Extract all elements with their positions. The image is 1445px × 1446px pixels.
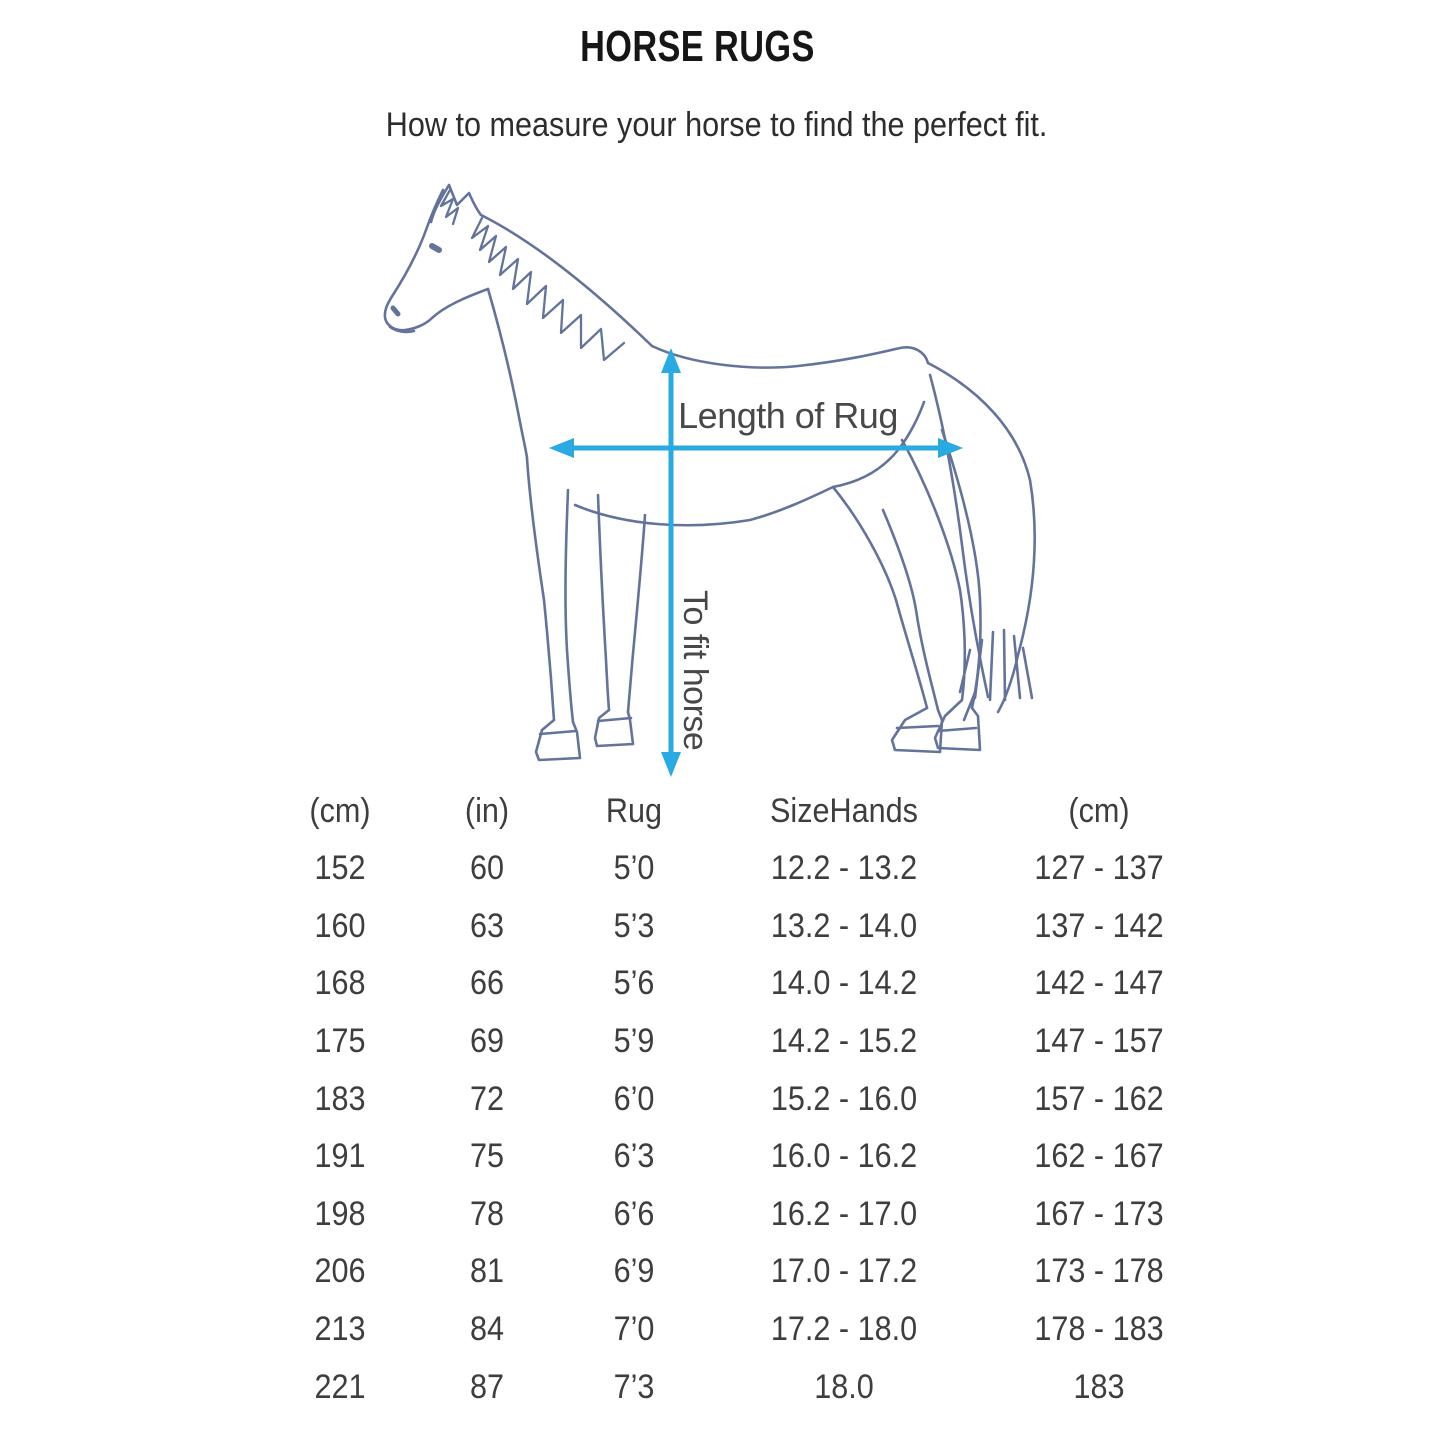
table-cell: 6’3 — [613, 1137, 655, 1176]
table-cell: 14.0 - 14.2 — [770, 964, 918, 1003]
horse-chest — [488, 289, 527, 458]
arrowhead-bottom — [661, 752, 681, 777]
horse-diagram-svg — [330, 160, 1110, 800]
table-row — [255, 898, 1235, 956]
horse-belly — [575, 487, 833, 525]
horse-front-hoof-far — [595, 710, 633, 746]
table-row — [255, 1358, 1235, 1416]
size-table — [255, 782, 1235, 1416]
table-cell: 152 — [314, 849, 366, 888]
page-subtitle-text: How to measure your horse to find the perfect fit. — [386, 106, 1048, 144]
horse-front-hoof — [536, 720, 580, 760]
table-cell: 60 — [469, 849, 505, 888]
horse-nostril — [393, 308, 398, 314]
table-cell: 18.0 — [814, 1367, 874, 1406]
length-of-rug-label: Length of Rug — [678, 395, 898, 436]
table-cell: 87 — [469, 1367, 505, 1406]
page-title-text: HORSE RUGS — [579, 22, 815, 71]
table-cell: 213 — [314, 1310, 366, 1349]
column-header: SizeHands — [770, 791, 918, 830]
table-cell: 17.0 - 17.2 — [770, 1252, 918, 1291]
table-cell: 81 — [469, 1252, 505, 1291]
page-subtitle — [0, 106, 1434, 145]
table-row — [255, 1070, 1235, 1128]
table-cell: 5’6 — [613, 964, 655, 1003]
table-cell: 178 - 183 — [1034, 1310, 1164, 1349]
table-cell: 198 — [314, 1194, 366, 1233]
table-cell: 72 — [469, 1079, 505, 1118]
column-header: (cm) — [1068, 791, 1130, 830]
table-row — [255, 1013, 1235, 1071]
table-cell: 5’9 — [613, 1022, 655, 1061]
table-cell: 168 — [314, 964, 366, 1003]
size-table-body — [255, 840, 1235, 1416]
table-cell: 12.2 - 13.2 — [770, 849, 918, 888]
table-cell: 162 - 167 — [1034, 1137, 1164, 1176]
table-cell: 160 — [314, 906, 366, 945]
horse-face — [385, 190, 488, 330]
horse-hind-hoof — [892, 708, 942, 752]
table-cell: 183 — [314, 1079, 366, 1118]
table-cell: 221 — [314, 1367, 366, 1406]
table-cell: 6’6 — [613, 1194, 655, 1233]
horse-neck-crest — [481, 215, 652, 346]
table-cell: 66 — [469, 964, 505, 1003]
page-title — [0, 22, 1394, 72]
column-header: (in) — [464, 791, 510, 830]
table-row — [255, 1128, 1235, 1186]
table-cell: 14.2 - 15.2 — [770, 1022, 918, 1061]
table-cell: 175 — [314, 1022, 366, 1061]
table-cell: 16.2 - 17.0 — [770, 1194, 918, 1233]
table-cell: 127 - 137 — [1034, 849, 1164, 888]
table-row — [255, 1243, 1235, 1301]
horse-eye — [432, 246, 439, 250]
table-cell: 191 — [314, 1137, 366, 1176]
table-cell: 5’0 — [613, 849, 655, 888]
table-cell: 173 - 178 — [1034, 1252, 1164, 1291]
horse-measurement-diagram — [330, 160, 1110, 800]
table-cell: 16.0 - 16.2 — [770, 1137, 918, 1176]
table-cell: 5’3 — [613, 906, 655, 945]
table-row — [255, 955, 1235, 1013]
horse-back — [652, 346, 928, 368]
table-cell: 142 - 147 — [1034, 964, 1164, 1003]
table-cell: 167 - 173 — [1034, 1194, 1164, 1233]
arrowhead-left — [549, 438, 574, 458]
table-cell: 147 - 157 — [1034, 1022, 1164, 1061]
size-table-header — [255, 782, 1235, 840]
horse-mane — [472, 218, 624, 360]
table-cell: 6’0 — [613, 1079, 655, 1118]
table-row — [255, 1301, 1235, 1359]
table-cell: 13.2 - 14.0 — [770, 906, 918, 945]
table-row — [255, 840, 1235, 898]
to-fit-horse-label: To fit horse — [676, 590, 714, 751]
table-cell: 6’9 — [613, 1252, 655, 1291]
table-cell: 78 — [469, 1194, 505, 1233]
table-cell: 17.2 - 18.0 — [770, 1310, 918, 1349]
column-header: Rug — [605, 791, 663, 830]
table-cell: 69 — [469, 1022, 505, 1061]
table-cell: 183 — [1073, 1367, 1125, 1406]
table-cell: 63 — [469, 906, 505, 945]
table-cell: 137 - 142 — [1034, 906, 1164, 945]
table-cell: 157 - 162 — [1034, 1079, 1164, 1118]
table-cell: 84 — [469, 1310, 505, 1349]
table-cell: 15.2 - 16.0 — [770, 1079, 918, 1118]
table-row — [255, 1186, 1235, 1244]
column-header: (cm) — [309, 791, 371, 830]
table-cell: 206 — [314, 1252, 366, 1291]
table-cell: 75 — [469, 1137, 505, 1176]
table-cell: 7’3 — [613, 1367, 655, 1406]
table-cell: 7’0 — [613, 1310, 655, 1349]
table-row — [255, 782, 1235, 840]
